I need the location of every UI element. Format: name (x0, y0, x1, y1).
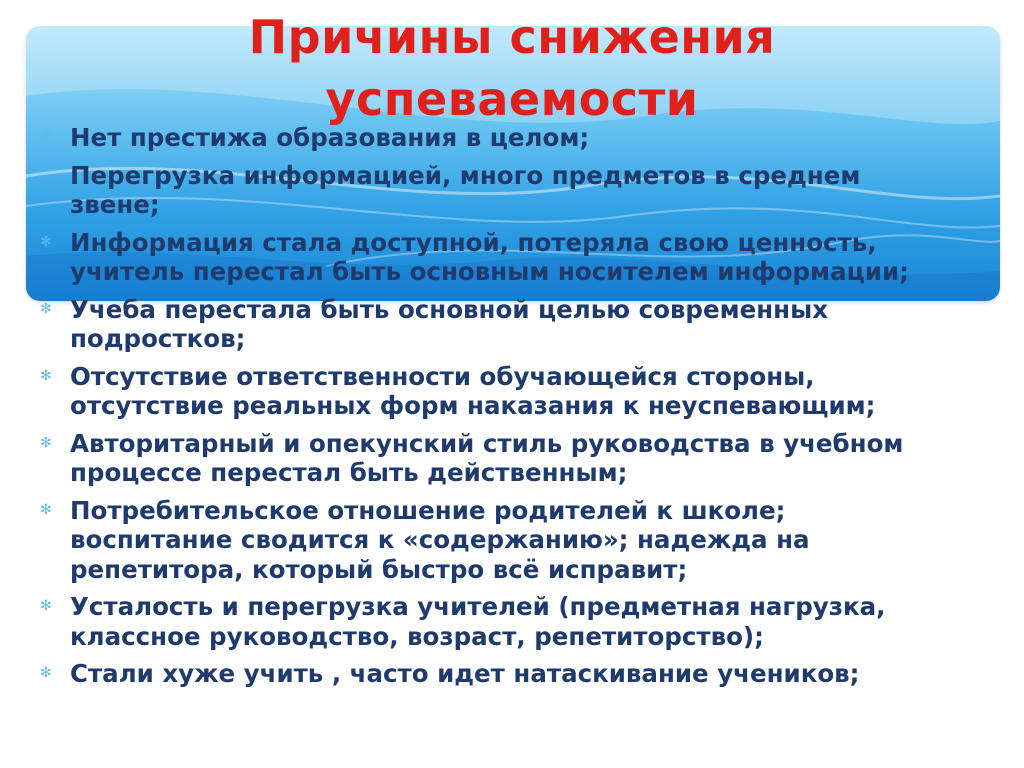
asterisk-bullet-icon: ✻ (40, 300, 52, 317)
list-item (0, 228, 1024, 287)
list-item-text: Авторитарный и опекунский стиль руководства в учебном процессе перестал быть действенным; (70, 428, 904, 487)
asterisk-bullet-icon: ✻ (40, 598, 52, 614)
title-line-2: успеваемости (325, 72, 699, 126)
list-item-text: Нет престижа образования в целом; (70, 123, 590, 152)
list-item-text: Учеба перестала быть основной целью современных подростков; (70, 294, 829, 353)
list-item (0, 659, 1024, 689)
list-item-text: Усталость и перегрузка учителей (предметная нагрузка, классное руководство, возраст, репетиторство); (70, 592, 886, 651)
list-item-text: Стали хуже учить , часто идет натаскивание учеников; (70, 659, 860, 688)
asterisk-bullet-icon: ✻ (40, 233, 52, 250)
asterisk-bullet-icon: ✻ (40, 501, 52, 518)
reasons-list (0, 123, 1024, 697)
list-item (0, 429, 1024, 488)
list-item-text: Информация стала доступной, потеряла свою ценность, учитель перестал быть основным носителем информации; (70, 227, 909, 286)
list-item-text: Перегрузка информацией, много предметов в среднем звене; (70, 160, 861, 219)
list-item (0, 362, 1024, 421)
asterisk-bullet-icon: ✻ (40, 367, 52, 384)
asterisk-bullet-icon: ✻ (40, 665, 52, 681)
list-item-text: Отсутствие ответственности обучающейся стороны, отсутствие реальных форм наказания к неуспевающим; (70, 361, 876, 420)
list-item (0, 496, 1024, 585)
list-item (0, 592, 1024, 651)
asterisk-bullet-icon: ✻ (40, 129, 52, 145)
list-item (0, 161, 1024, 220)
list-item (0, 295, 1024, 354)
list-item (0, 123, 1024, 153)
list-item-text: Потребительское отношение родителей к школе; воспитание сводится к «содержанию»; надежда на репетитора, который быстро всё исправит; (70, 495, 810, 584)
slide-title (0, 6, 1024, 130)
title-line-1: Причины снижения (248, 10, 776, 64)
asterisk-bullet-icon: ✻ (40, 434, 52, 451)
